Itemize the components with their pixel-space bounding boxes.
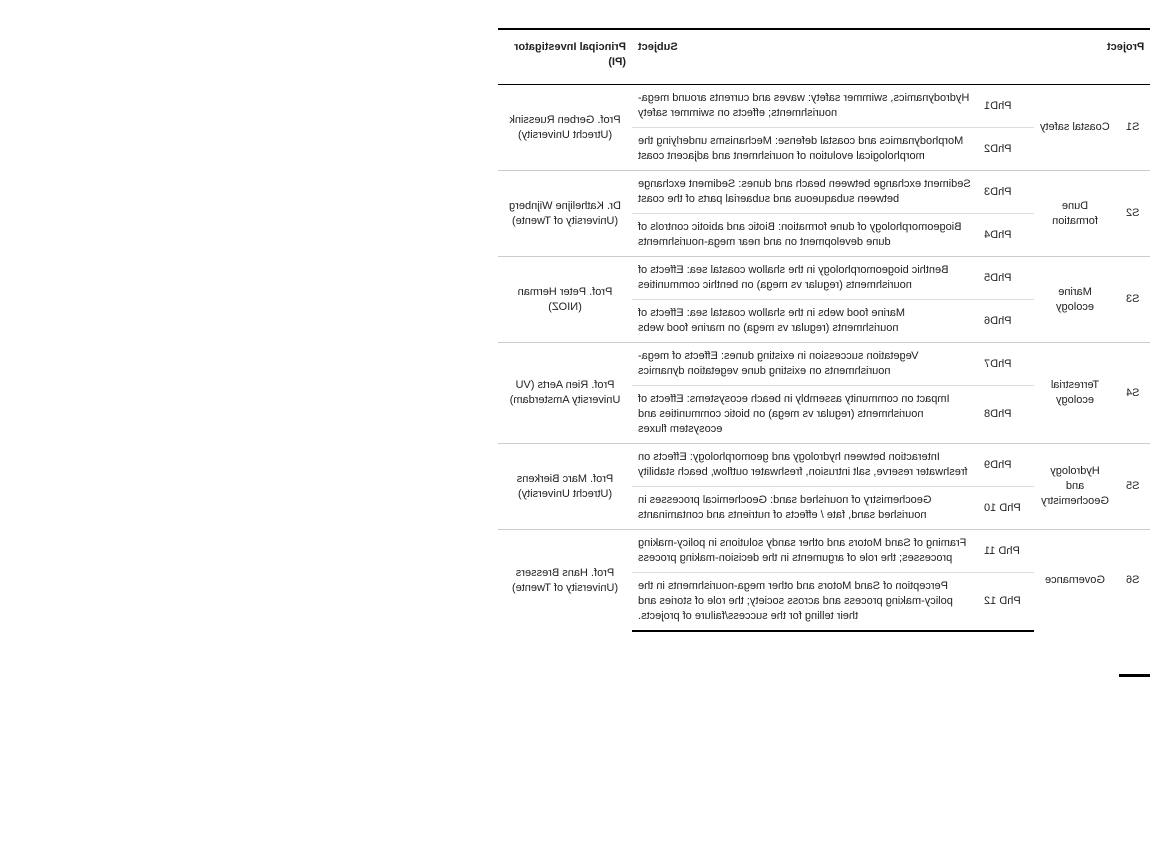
pi-cell: Prof. Peter Herman (NIOZ) <box>498 257 632 343</box>
subject-cell: Morphodynamics and coastal defense: Mechanisms underlying the morphological evolution of nourishment and adjacent coast <box>632 128 978 171</box>
pi-cell: Prof. Gerben Ruessink (Utrecht University) <box>498 85 632 171</box>
subject-cell: Framing of Sand Motors and other sandy solutions in policy-making processes; the role of arguments in the decision-making process <box>632 530 978 573</box>
table-row <box>498 444 1150 487</box>
subject-cell: Benthic biogeomorphology in the shallow coastal sea: Effects of nourishments (regular vs mega) on benthic communities <box>632 257 978 300</box>
projects-table <box>498 28 1150 632</box>
phd-label: PhD7 <box>978 343 1034 386</box>
table-header-row <box>498 29 1150 85</box>
phd-label: PhD9 <box>978 444 1034 487</box>
pi-cell: Prof. Rien Aerts (VU University Amsterdam) <box>498 343 632 444</box>
table-row <box>498 530 1150 573</box>
subject-cell: Interaction between hydrology and geomorphology: Effects on freshwater reserve, salt intrusion, freshwater outflow, beach stability <box>632 444 978 487</box>
subject-cell: Sediment exchange between beach and dunes: Sediment exchange between subaqueous and subaerial parts of the coast <box>632 171 978 214</box>
subject-cell: Geochemistry of nourished sand: Geochemical processes in nourished sand, fate / effects of nutrients and contaminants <box>632 487 978 530</box>
pi-cell: Prof. Marc Bierkens (Utrecht University) <box>498 444 632 530</box>
subject-cell: Biogeomorphology of dune formation: Biotic and abiotic controls of dune development on and near mega-nourishments <box>632 214 978 257</box>
project-code: S4 <box>1116 343 1150 444</box>
phd-label: PhD6 <box>978 300 1034 343</box>
project-name: Hydrology and Geochemistry <box>1034 444 1116 530</box>
project-name: Coastal safety <box>1034 85 1116 171</box>
project-code: S2 <box>1116 171 1150 257</box>
table-body <box>498 85 1150 632</box>
project-name: Terrestrial ecology <box>1034 343 1116 444</box>
subject-cell: Hydrodynamics, swimmer safety: waves and currents around mega-nourishments; effects on swimmer safety <box>632 85 978 128</box>
table-row <box>498 343 1150 386</box>
project-code: S6 <box>1116 530 1150 632</box>
phd-label: PhD 11 <box>978 530 1034 573</box>
phd-label: PhD2 <box>978 128 1034 171</box>
project-name: Dune formation <box>1034 171 1116 257</box>
phd-label: PhD4 <box>978 214 1034 257</box>
table-row <box>498 257 1150 300</box>
pi-cell: Prof. Hans Bressers (University of Twente) <box>498 530 632 632</box>
table-row <box>498 85 1150 128</box>
project-code: S5 <box>1116 444 1150 530</box>
subject-cell: Impact on community assembly in beach ecosystems: Effects of nourishments (regular vs mega) on biotic communities and ecosystem fluxes <box>632 386 978 444</box>
subject-cell: Perception of Sand Motors and other mega-nourishments in the policy-making process and across society; the role of stories and their telling for the success/failure of projects. <box>632 573 978 632</box>
project-name: Marine ecology <box>1034 257 1116 343</box>
subject-cell: Marine food webs in the shallow coastal sea: Effects of nourishments (regular vs mega) on marine food webs <box>632 300 978 343</box>
phd-label: PhD5 <box>978 257 1034 300</box>
project-name: Governance <box>1034 530 1116 632</box>
subject-cell: Vegetation succession in existing dunes: Effects of mega-nourishments on existing dune vegetation dynamics <box>632 343 978 386</box>
phd-label: PhD1 <box>978 85 1034 128</box>
phd-label: PhD 10 <box>978 487 1034 530</box>
header-subject: Subject <box>632 29 978 85</box>
project-code: S3 <box>1116 257 1150 343</box>
phd-label: PhD 12 <box>978 573 1034 632</box>
phd-label: PhD3 <box>978 171 1034 214</box>
header-project: Project <box>1034 29 1150 85</box>
header-pi: Principal Investigator (PI) <box>498 29 632 85</box>
header-spacer <box>978 29 1034 85</box>
pi-cell: Dr. Kathelijne Wijnberg (University of Twente) <box>498 171 632 257</box>
phd-label: PhD8 <box>978 386 1034 444</box>
section-rule-mark <box>1119 674 1150 677</box>
table-row <box>498 171 1150 214</box>
project-code: S1 <box>1116 85 1150 171</box>
